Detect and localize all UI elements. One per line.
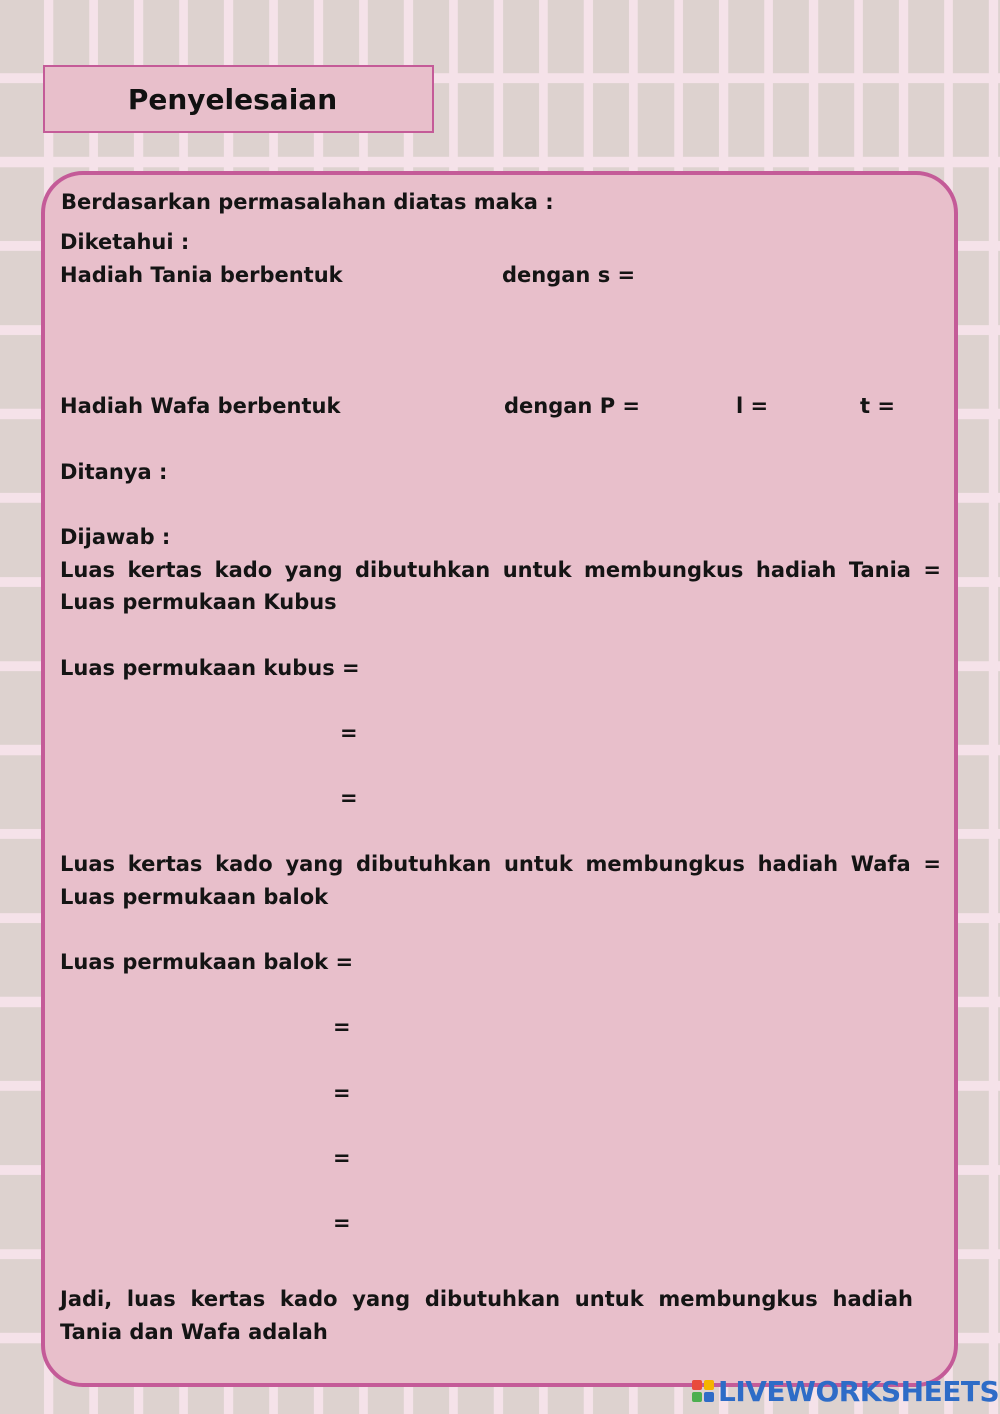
wafa-area-line1: Luas kertas kado yang dibutuhkan untuk membungkus hadiah Wafa = xyxy=(60,852,941,876)
wafa-width-label: l = xyxy=(736,394,769,418)
balok-equals-1: = xyxy=(333,1015,351,1039)
conclusion-line1: Jadi, luas kertas kado yang dibutuhkan untuk membungkus hadiah xyxy=(60,1287,913,1311)
wafa-height-label: t = xyxy=(860,394,895,418)
asked-heading: Ditanya : xyxy=(60,460,168,484)
wafa-area-line2: Luas permukaan balok xyxy=(60,885,329,909)
balok-area-label: Luas permukaan balok = xyxy=(60,950,354,974)
kubus-area-label: Luas permukaan kubus = xyxy=(60,656,360,680)
kubus-equals-2: = xyxy=(340,786,358,810)
liveworksheets-logo[interactable] xyxy=(692,1376,999,1406)
balok-equals-4: = xyxy=(333,1211,351,1235)
page-title: Penyelesaian xyxy=(127,82,338,116)
kubus-equals-1: = xyxy=(340,721,358,745)
liveworksheets-logo-text: LIVEWORKSHEETS xyxy=(718,1374,1000,1408)
liveworksheets-logo-icon xyxy=(692,1380,714,1402)
balok-equals-3: = xyxy=(333,1146,351,1170)
wafa-shape-label: Hadiah Wafa berbentuk xyxy=(60,394,341,418)
balok-equals-2: = xyxy=(333,1081,351,1105)
conclusion-line2: Tania dan Wafa adalah xyxy=(60,1320,328,1344)
known-heading: Diketahui : xyxy=(60,230,190,254)
tania-area-line2: Luas permukaan Kubus xyxy=(60,590,337,614)
tania-side-label: dengan s = xyxy=(502,263,636,287)
title-box xyxy=(43,65,434,133)
tania-area-line1: Luas kertas kado yang dibutuhkan untuk membungkus hadiah Tania = xyxy=(60,558,941,582)
answer-heading: Dijawab : xyxy=(60,525,171,549)
tania-shape-label: Hadiah Tania berbentuk xyxy=(60,263,343,287)
intro-text: Berdasarkan permasalahan diatas maka : xyxy=(61,190,554,214)
wafa-length-label: dengan P = xyxy=(504,394,640,418)
worksheet-panel xyxy=(41,171,958,1387)
